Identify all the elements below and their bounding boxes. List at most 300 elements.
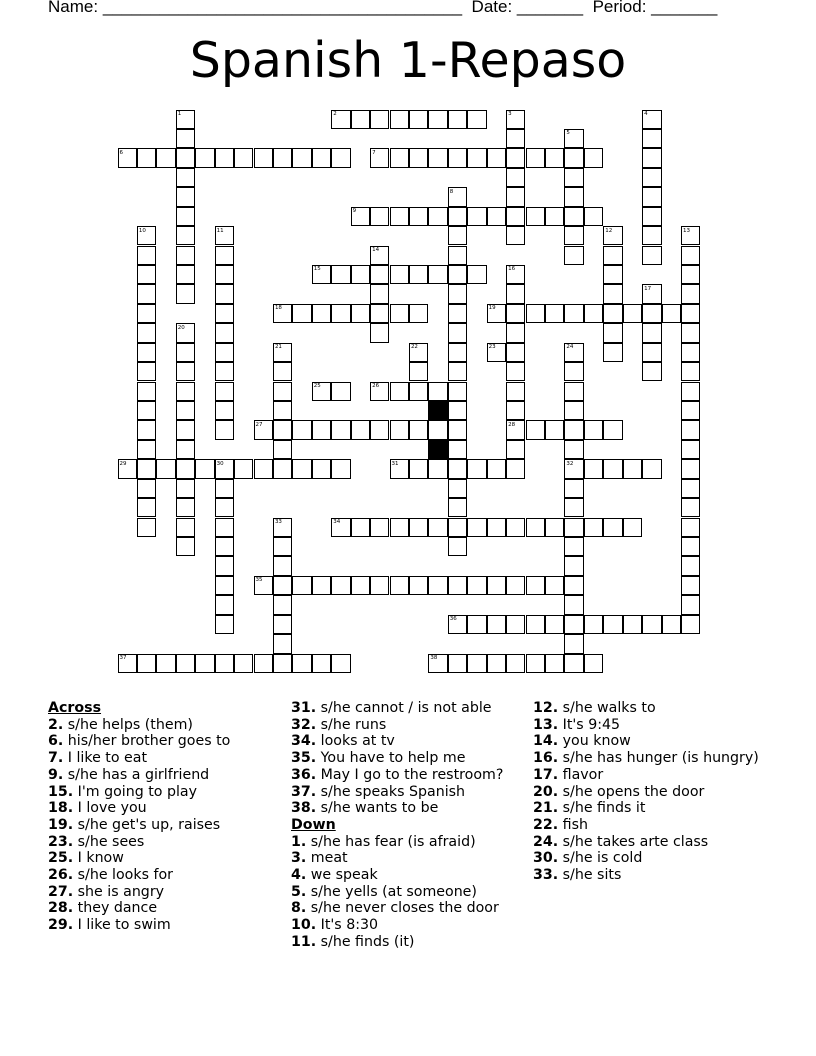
crossword-cell[interactable] [137,148,156,167]
crossword-cell[interactable] [681,537,700,556]
name-field[interactable]: ______________________________________ [102,0,463,16]
crossword-cell[interactable] [603,246,622,265]
crossword-cell[interactable] [351,420,370,439]
crossword-cell[interactable] [195,459,214,478]
crossword-cell[interactable] [351,265,370,284]
crossword-cell[interactable] [448,304,467,323]
crossword-cell[interactable] [642,168,661,187]
crossword-cell[interactable] [137,323,156,342]
crossword-cell[interactable] [642,129,661,148]
crossword-cell[interactable] [292,148,311,167]
crossword-cell[interactable] [409,148,428,167]
crossword-cell[interactable] [526,304,545,323]
crossword-cell[interactable] [273,576,292,595]
crossword-cell[interactable] [273,537,292,556]
crossword-cell[interactable] [506,440,525,459]
crossword-cell[interactable] [176,362,195,381]
crossword-cell[interactable] [584,654,603,673]
crossword-cell[interactable] [409,459,428,478]
crossword-cell[interactable] [662,615,681,634]
crossword-cell[interactable] [215,304,234,323]
crossword-cell[interactable] [681,382,700,401]
crossword-cell[interactable] [564,654,583,673]
crossword-cell[interactable] [564,537,583,556]
crossword-cell[interactable] [137,420,156,439]
crossword-cell[interactable] [215,265,234,284]
crossword-cell[interactable] [448,518,467,537]
crossword-cell[interactable] [370,518,389,537]
crossword-cell[interactable] [448,537,467,556]
crossword-cell[interactable] [564,634,583,653]
crossword-cell[interactable] [273,401,292,420]
crossword-cell[interactable] [603,284,622,303]
crossword-cell[interactable] [312,148,331,167]
crossword-cell[interactable] [564,304,583,323]
crossword-cell[interactable] [506,459,525,478]
crossword-cell[interactable] [273,634,292,653]
crossword-cell[interactable] [681,595,700,614]
crossword-cell[interactable] [137,343,156,362]
period-field[interactable]: _______ [651,0,718,16]
crossword-cell[interactable] [137,440,156,459]
crossword-cell[interactable] [137,382,156,401]
crossword-cell[interactable] [506,382,525,401]
crossword-cell[interactable] [506,187,525,206]
crossword-cell[interactable] [506,362,525,381]
crossword-cell[interactable] [292,420,311,439]
crossword-cell[interactable] [506,284,525,303]
crossword-cell[interactable] [351,576,370,595]
crossword-cell[interactable] [506,518,525,537]
crossword-cell[interactable] [215,323,234,342]
crossword-cell[interactable] [428,207,447,226]
crossword-cell[interactable] [545,615,564,634]
crossword-cell[interactable] [564,595,583,614]
crossword-cell[interactable] [564,556,583,575]
crossword-cell[interactable] [584,615,603,634]
crossword-cell[interactable] [176,459,195,478]
crossword-cell[interactable] [176,537,195,556]
crossword-cell[interactable] [681,576,700,595]
crossword-cell[interactable] [467,576,486,595]
crossword-cell[interactable] [351,518,370,537]
crossword-cell[interactable] [370,420,389,439]
crossword-cell[interactable] [526,207,545,226]
crossword-cell[interactable] [156,459,175,478]
crossword-cell[interactable] [176,518,195,537]
crossword-cell[interactable] [215,284,234,303]
crossword-cell[interactable] [642,148,661,167]
crossword-cell[interactable] [564,382,583,401]
crossword-cell[interactable] [448,440,467,459]
crossword-cell[interactable] [428,459,447,478]
crossword-cell[interactable] [467,207,486,226]
crossword-cell[interactable] [506,615,525,634]
crossword-cell[interactable] [467,459,486,478]
crossword-cell[interactable] [176,382,195,401]
crossword-cell[interactable] [564,148,583,167]
crossword-cell[interactable] [564,226,583,245]
crossword-cell[interactable] [448,343,467,362]
crossword-cell[interactable] [176,401,195,420]
crossword-cell[interactable] [448,148,467,167]
crossword-cell[interactable] [467,518,486,537]
crossword-cell[interactable] [137,284,156,303]
crossword-cell[interactable] [331,265,350,284]
crossword-cell[interactable] [603,343,622,362]
crossword-cell[interactable] [545,518,564,537]
crossword-cell[interactable] [526,518,545,537]
crossword-cell[interactable] [331,382,350,401]
crossword-cell[interactable] [273,615,292,634]
crossword-cell[interactable] [448,401,467,420]
crossword-cell[interactable] [176,226,195,245]
crossword-cell[interactable] [176,284,195,303]
crossword-cell[interactable] [623,615,642,634]
crossword-cell[interactable] [331,459,350,478]
crossword-cell[interactable] [254,148,273,167]
crossword-cell[interactable] [681,343,700,362]
crossword-cell[interactable] [526,420,545,439]
crossword-cell[interactable] [409,518,428,537]
crossword-cell[interactable] [273,382,292,401]
crossword-cell[interactable] [273,362,292,381]
crossword-cell[interactable] [273,459,292,478]
crossword-cell[interactable] [176,440,195,459]
crossword-cell[interactable] [642,304,661,323]
crossword-cell[interactable] [681,498,700,517]
crossword-cell[interactable] [370,110,389,129]
crossword-cell[interactable] [642,323,661,342]
crossword-cell[interactable] [137,479,156,498]
crossword-cell[interactable] [176,187,195,206]
crossword-cell[interactable] [448,323,467,342]
crossword-cell[interactable] [176,498,195,517]
crossword-cell[interactable] [506,576,525,595]
date-field[interactable]: _______ [516,0,584,16]
crossword-cell[interactable] [390,518,409,537]
crossword-cell[interactable] [370,576,389,595]
crossword-cell[interactable] [448,284,467,303]
crossword-cell[interactable] [137,304,156,323]
crossword-cell[interactable] [390,420,409,439]
crossword-cell[interactable] [487,518,506,537]
crossword-cell[interactable] [390,207,409,226]
crossword-cell[interactable] [603,265,622,284]
crossword-cell[interactable] [215,401,234,420]
crossword-cell[interactable] [603,518,622,537]
crossword-cell[interactable] [545,207,564,226]
crossword-cell[interactable] [448,576,467,595]
crossword-cell[interactable] [506,168,525,187]
crossword-cell[interactable] [370,323,389,342]
crossword-cell[interactable] [176,420,195,439]
crossword-cell[interactable] [467,265,486,284]
crossword-cell[interactable] [215,576,234,595]
crossword-cell[interactable] [273,148,292,167]
crossword-cell[interactable] [176,207,195,226]
crossword-cell[interactable] [584,148,603,167]
crossword-cell[interactable] [409,362,428,381]
crossword-cell[interactable] [526,576,545,595]
crossword-cell[interactable] [312,304,331,323]
crossword-cell[interactable] [312,576,331,595]
crossword-cell[interactable] [273,556,292,575]
crossword-cell[interactable] [273,595,292,614]
crossword-cell[interactable] [681,284,700,303]
crossword-cell[interactable] [428,382,447,401]
crossword-cell[interactable] [137,246,156,265]
crossword-cell[interactable] [642,615,661,634]
crossword-cell[interactable] [370,265,389,284]
crossword-cell[interactable] [331,420,350,439]
crossword-cell[interactable] [584,304,603,323]
crossword-cell[interactable] [351,110,370,129]
crossword-cell[interactable] [215,420,234,439]
crossword-cell[interactable] [390,110,409,129]
crossword-cell[interactable] [448,479,467,498]
crossword-cell[interactable] [526,615,545,634]
crossword-cell[interactable] [292,304,311,323]
crossword-cell[interactable] [681,518,700,537]
crossword-cell[interactable] [292,654,311,673]
crossword-cell[interactable] [390,304,409,323]
crossword-cell[interactable] [273,420,292,439]
crossword-cell[interactable] [681,556,700,575]
crossword-cell[interactable] [564,207,583,226]
crossword-cell[interactable] [564,498,583,517]
crossword-cell[interactable] [506,304,525,323]
crossword-cell[interactable] [176,343,195,362]
crossword-cell[interactable] [254,459,273,478]
crossword-cell[interactable] [390,576,409,595]
crossword-cell[interactable] [312,654,331,673]
crossword-cell[interactable] [448,362,467,381]
crossword-cell[interactable] [642,226,661,245]
crossword-cell[interactable] [681,246,700,265]
crossword-cell[interactable] [409,304,428,323]
crossword-cell[interactable] [564,479,583,498]
crossword-cell[interactable] [526,148,545,167]
crossword-cell[interactable] [681,615,700,634]
crossword-cell[interactable] [545,304,564,323]
crossword-cell[interactable] [603,420,622,439]
crossword-cell[interactable] [215,382,234,401]
crossword-cell[interactable] [448,420,467,439]
crossword-cell[interactable] [176,129,195,148]
crossword-cell[interactable] [506,129,525,148]
crossword-cell[interactable] [526,654,545,673]
crossword-cell[interactable] [681,304,700,323]
crossword-cell[interactable] [545,420,564,439]
crossword-cell[interactable] [506,226,525,245]
crossword-cell[interactable] [564,187,583,206]
crossword-cell[interactable] [137,401,156,420]
crossword-cell[interactable] [487,459,506,478]
crossword-cell[interactable] [215,148,234,167]
crossword-cell[interactable] [603,459,622,478]
crossword-cell[interactable] [390,382,409,401]
crossword-cell[interactable] [467,615,486,634]
crossword-cell[interactable] [448,246,467,265]
crossword-cell[interactable] [564,246,583,265]
crossword-cell[interactable] [467,148,486,167]
crossword-cell[interactable] [681,420,700,439]
crossword-cell[interactable] [409,110,428,129]
crossword-cell[interactable] [487,654,506,673]
crossword-cell[interactable] [662,304,681,323]
crossword-cell[interactable] [603,323,622,342]
crossword-cell[interactable] [273,440,292,459]
crossword-cell[interactable] [487,576,506,595]
crossword-cell[interactable] [428,420,447,439]
crossword-cell[interactable] [234,654,253,673]
crossword-cell[interactable] [448,382,467,401]
crossword-cell[interactable] [137,362,156,381]
crossword-cell[interactable] [215,362,234,381]
crossword-cell[interactable] [564,420,583,439]
crossword-cell[interactable] [409,420,428,439]
crossword-cell[interactable] [156,148,175,167]
crossword-cell[interactable] [428,265,447,284]
crossword-cell[interactable] [234,148,253,167]
crossword-cell[interactable] [448,207,467,226]
crossword-cell[interactable] [215,343,234,362]
crossword-cell[interactable] [331,654,350,673]
crossword-cell[interactable] [428,148,447,167]
crossword-cell[interactable] [428,518,447,537]
crossword-cell[interactable] [234,459,253,478]
crossword-cell[interactable] [390,265,409,284]
crossword-cell[interactable] [390,148,409,167]
crossword-cell[interactable] [176,479,195,498]
crossword-cell[interactable] [331,576,350,595]
crossword-cell[interactable] [681,362,700,381]
crossword-cell[interactable] [564,576,583,595]
crossword-cell[interactable] [681,265,700,284]
crossword-cell[interactable] [545,148,564,167]
crossword-cell[interactable] [584,459,603,478]
crossword-cell[interactable] [331,304,350,323]
crossword-cell[interactable] [681,401,700,420]
crossword-cell[interactable] [137,498,156,517]
crossword-cell[interactable] [506,323,525,342]
crossword-cell[interactable] [506,343,525,362]
crossword-cell[interactable] [506,207,525,226]
crossword-cell[interactable] [176,265,195,284]
crossword-cell[interactable] [312,420,331,439]
crossword-cell[interactable] [215,518,234,537]
crossword-cell[interactable] [506,148,525,167]
crossword-cell[interactable] [215,615,234,634]
crossword-cell[interactable] [409,207,428,226]
crossword-cell[interactable] [448,265,467,284]
crossword-cell[interactable] [448,498,467,517]
crossword-cell[interactable] [623,304,642,323]
crossword-cell[interactable] [564,362,583,381]
crossword-cell[interactable] [428,110,447,129]
crossword-cell[interactable] [564,440,583,459]
crossword-cell[interactable] [448,459,467,478]
crossword-cell[interactable] [312,459,331,478]
crossword-cell[interactable] [584,420,603,439]
crossword-cell[interactable] [195,148,214,167]
crossword-cell[interactable] [564,615,583,634]
crossword-cell[interactable] [254,654,273,673]
crossword-cell[interactable] [156,654,175,673]
crossword-cell[interactable] [215,654,234,673]
crossword-cell[interactable] [642,343,661,362]
crossword-cell[interactable] [215,556,234,575]
crossword-cell[interactable] [545,576,564,595]
crossword-cell[interactable] [506,654,525,673]
crossword-cell[interactable] [642,246,661,265]
crossword-cell[interactable] [409,576,428,595]
crossword-cell[interactable] [545,654,564,673]
crossword-cell[interactable] [137,518,156,537]
crossword-cell[interactable] [642,459,661,478]
crossword-cell[interactable] [215,537,234,556]
crossword-cell[interactable] [176,148,195,167]
crossword-cell[interactable] [370,304,389,323]
crossword-cell[interactable] [215,246,234,265]
crossword-cell[interactable] [215,479,234,498]
crossword-cell[interactable] [623,518,642,537]
crossword-cell[interactable] [642,362,661,381]
crossword-cell[interactable] [273,654,292,673]
crossword-cell[interactable] [642,187,661,206]
crossword-cell[interactable] [467,654,486,673]
crossword-cell[interactable] [195,654,214,673]
crossword-cell[interactable] [642,207,661,226]
crossword-cell[interactable] [137,459,156,478]
crossword-cell[interactable] [292,459,311,478]
crossword-cell[interactable] [603,304,622,323]
crossword-cell[interactable] [487,615,506,634]
crossword-cell[interactable] [448,110,467,129]
crossword-cell[interactable] [215,498,234,517]
crossword-cell[interactable] [215,595,234,614]
crossword-cell[interactable] [331,148,350,167]
crossword-cell[interactable] [409,382,428,401]
crossword-cell[interactable] [370,284,389,303]
crossword-cell[interactable] [487,207,506,226]
crossword-cell[interactable] [487,148,506,167]
crossword-cell[interactable] [137,265,156,284]
crossword-cell[interactable] [623,459,642,478]
crossword-cell[interactable] [351,304,370,323]
crossword-cell[interactable] [506,401,525,420]
crossword-cell[interactable] [137,654,156,673]
crossword-cell[interactable] [603,615,622,634]
crossword-cell[interactable] [564,168,583,187]
crossword-cell[interactable] [292,576,311,595]
crossword-cell[interactable] [467,110,486,129]
crossword-cell[interactable] [681,459,700,478]
crossword-cell[interactable] [176,654,195,673]
crossword-cell[interactable] [176,168,195,187]
crossword-cell[interactable] [564,518,583,537]
crossword-cell[interactable] [448,226,467,245]
crossword-cell[interactable] [584,518,603,537]
crossword-cell[interactable] [428,576,447,595]
crossword-cell[interactable] [681,323,700,342]
crossword-cell[interactable] [681,440,700,459]
crossword-cell[interactable] [681,479,700,498]
crossword-cell[interactable] [370,207,389,226]
crossword-cell[interactable] [564,401,583,420]
crossword-cell[interactable] [584,207,603,226]
